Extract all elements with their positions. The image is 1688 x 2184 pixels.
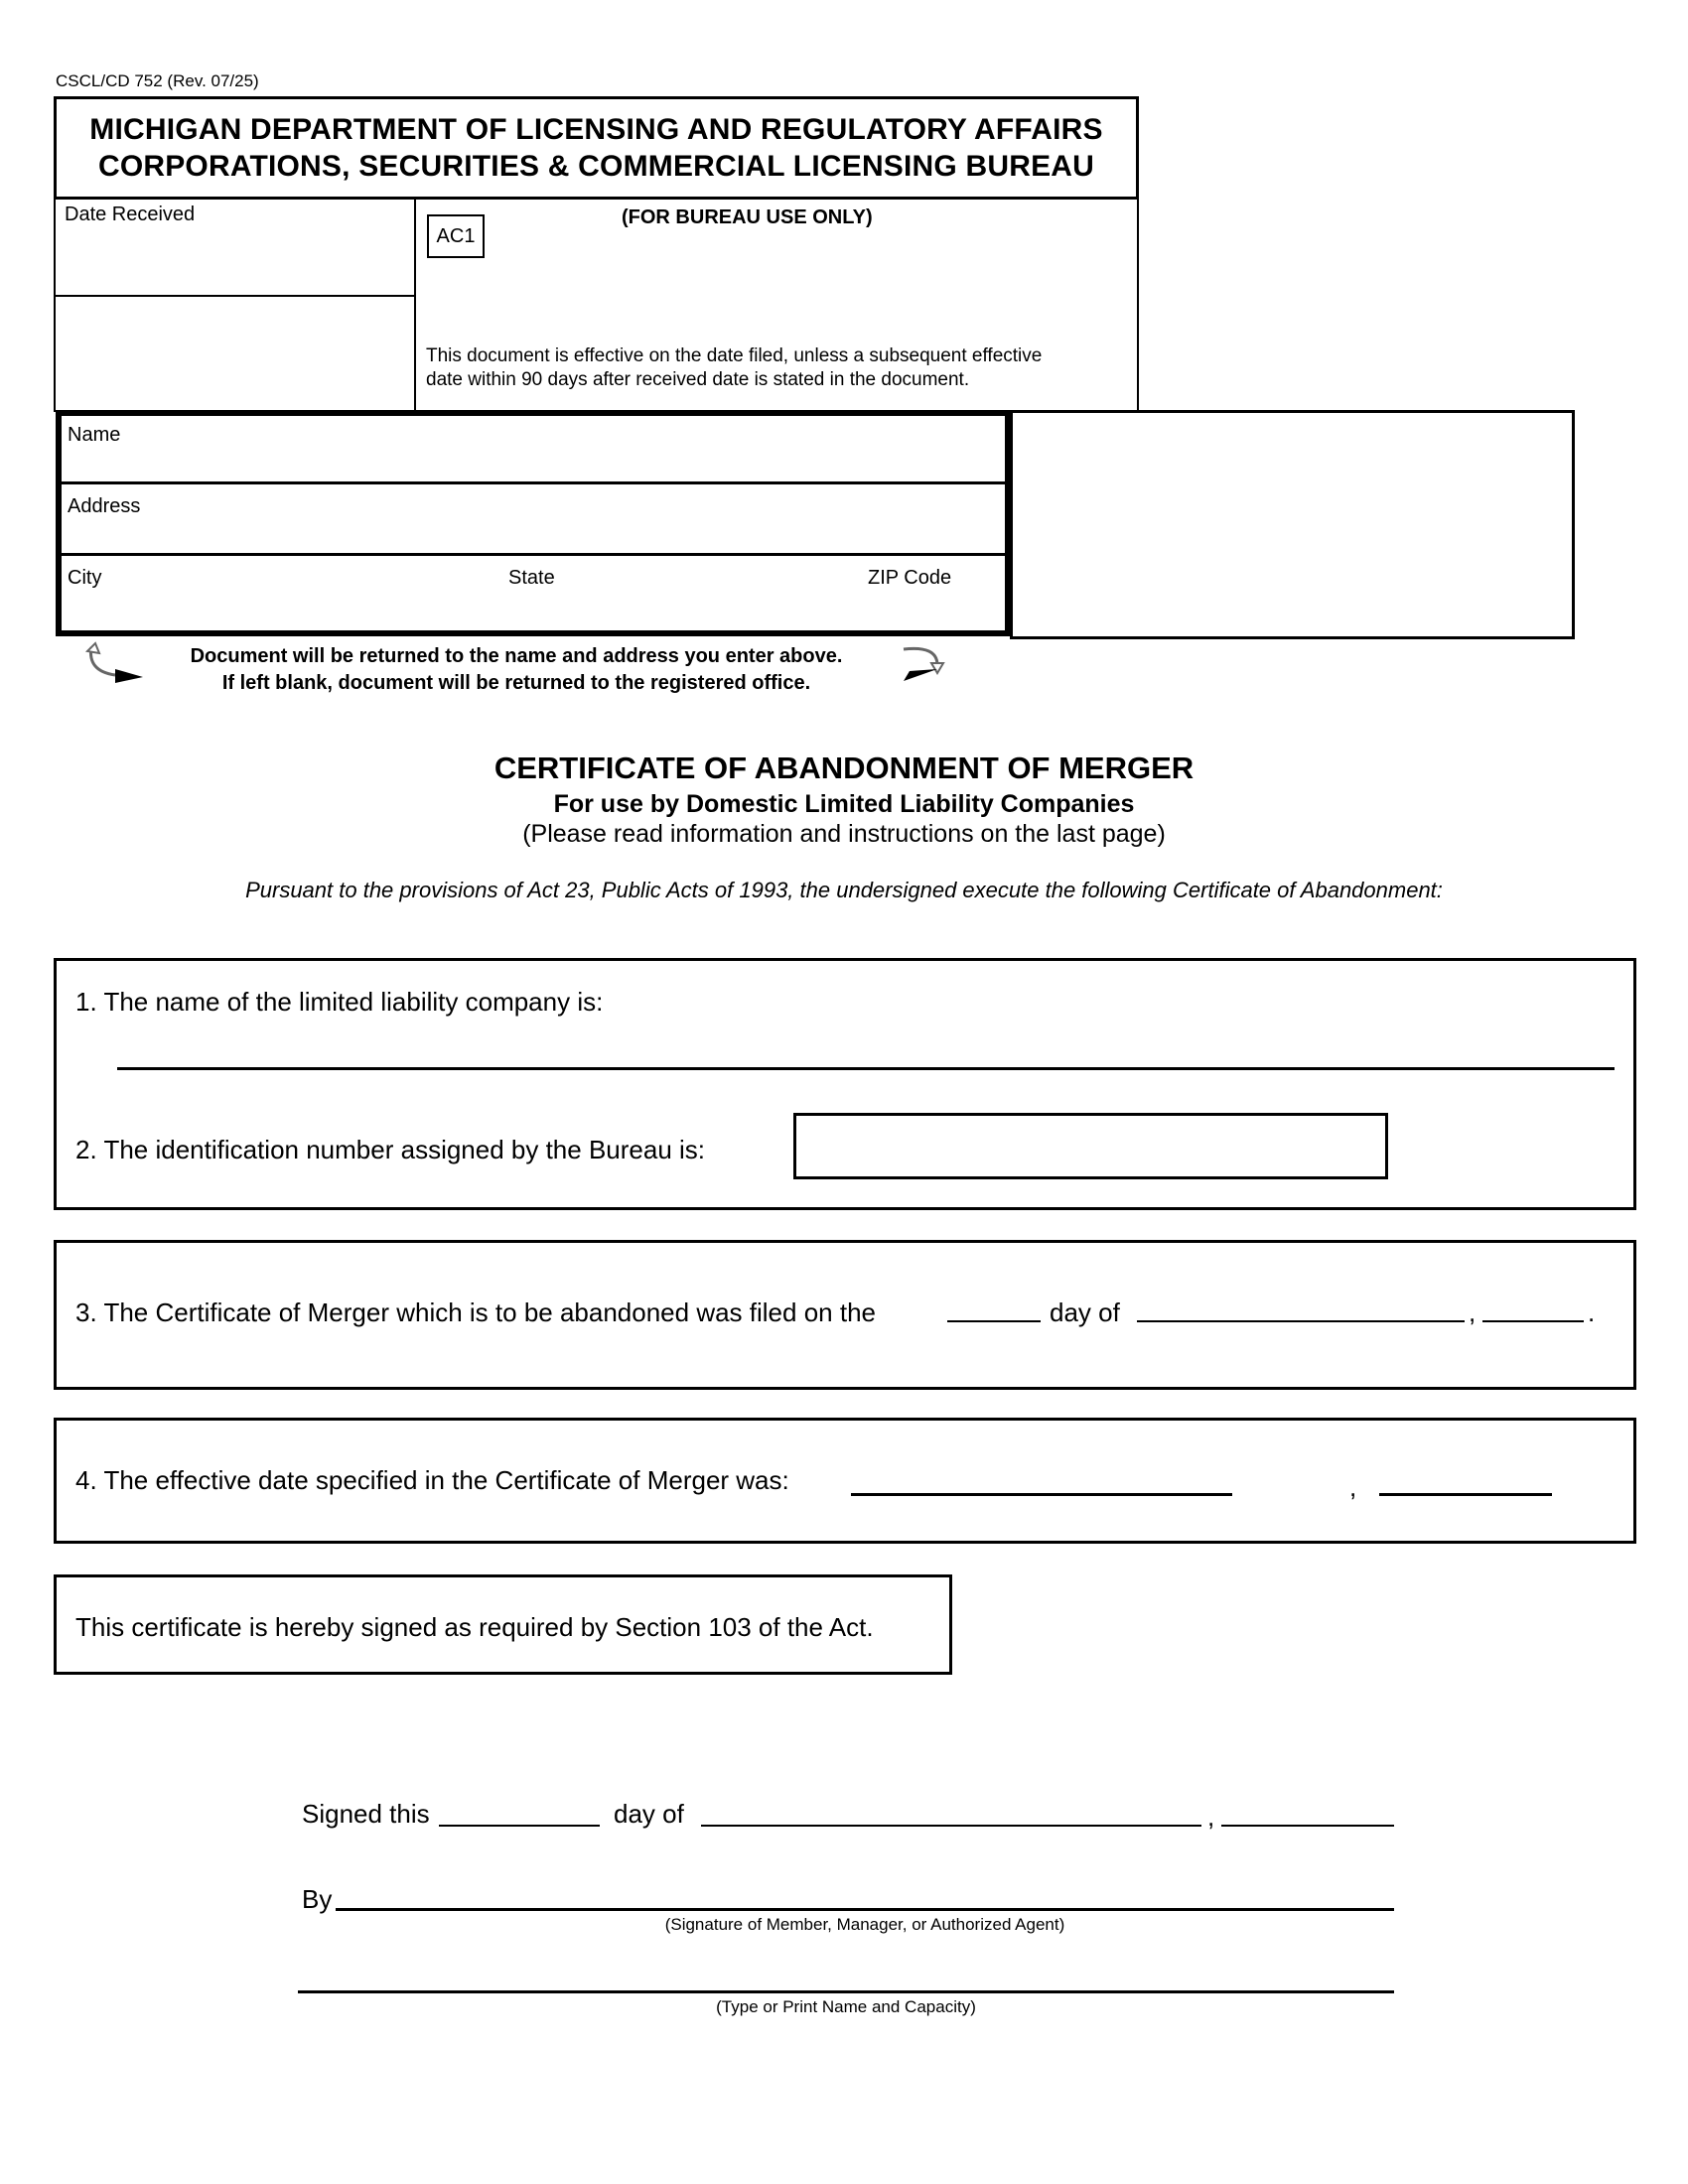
return-notice: Document will be returned to the name and address you enter above. If left blank, document will be returned to the registered office. (190, 645, 843, 694)
by-label: By (302, 1884, 333, 1914)
filed-day-field[interactable] (947, 1320, 1041, 1322)
bureau-name: CORPORATIONS, SECURITIES & COMMERCIAL LICENSING BUREAU (97, 150, 1095, 183)
print-name-caption: (Type or Print Name and Capacity) (716, 1997, 976, 2016)
date-received-label: Date Received (65, 204, 196, 225)
item-1-label: 1. The name of the limited liability company is: (75, 987, 604, 1017)
address-field[interactable] (68, 519, 991, 551)
pursuant-statement: Pursuant to the provisions of Act 23, Public Acts of 1993, the undersigned execute the following Certificate of Abandonment: (245, 878, 1443, 902)
item-3-box: 3. The Certificate of Merger which is to be abandoned was filed on the day of , . (54, 1240, 1636, 1390)
return-address-box (56, 410, 1011, 636)
filed-year-field[interactable] (1482, 1320, 1584, 1322)
item-3-day-of: day of (1050, 1297, 1120, 1327)
document-subtitle: For use by Domestic Limited Liability Companies (553, 790, 1135, 818)
document-title: CERTIFICATE OF ABANDONMENT OF MERGER (493, 751, 1195, 785)
item-4-label: 4. The effective date specified in the Certificate of Merger was: (75, 1465, 789, 1495)
city-label: City (68, 567, 102, 589)
identification-number-field[interactable] (793, 1113, 1388, 1179)
return-arrow-right-icon (898, 641, 945, 685)
bureau-use-label: (FOR BUREAU USE ONLY) (622, 206, 873, 228)
bureau-stamp-box (1010, 410, 1575, 639)
item-3-label: 3. The Certificate of Merger which is to be abandoned was filed on the (75, 1297, 876, 1327)
effective-date-note: This document is effective on the date filed, unless a subsequent effective date within 90 days after received date is stated in the document. (426, 345, 1043, 390)
agency-header (54, 96, 1139, 200)
signature-field[interactable] (336, 1908, 1394, 1911)
items-1-2-box (54, 958, 1636, 1210)
item-4-box: 4. The effective date specified in the Certificate of Merger was: , (54, 1418, 1636, 1544)
signed-month-field[interactable] (701, 1825, 1201, 1827)
signed-statement: This certificate is hereby signed as required by Section 103 of the Act. (75, 1612, 874, 1642)
form-code: CSCL/CD 752 (Rev. 07/25) (56, 71, 259, 90)
instructions-note: (Please read information and instructions on the last page) (522, 820, 1166, 848)
city-state-zip-field[interactable] (68, 591, 991, 622)
signed-this-label: Signed this (302, 1799, 430, 1829)
signed-day-field[interactable] (439, 1825, 600, 1827)
signed-statement-box (54, 1574, 952, 1675)
effective-year-field[interactable] (1379, 1493, 1552, 1496)
signed-day-of-label: day of (614, 1799, 684, 1829)
bureau-use-area (54, 198, 1139, 412)
name-field[interactable] (68, 448, 991, 479)
print-name-field[interactable] (298, 1990, 1394, 1993)
effective-date-field[interactable] (851, 1493, 1232, 1496)
state-label: State (508, 567, 555, 589)
name-label: Name (68, 424, 121, 446)
filed-month-field[interactable] (1137, 1320, 1465, 1322)
zip-label: ZIP Code (868, 567, 952, 589)
date-received-field[interactable] (65, 299, 412, 408)
address-label: Address (68, 495, 141, 517)
signature-caption: (Signature of Member, Manager, or Authorized Agent) (664, 1915, 1065, 1934)
signed-year-field[interactable] (1221, 1825, 1394, 1827)
agency-name: MICHIGAN DEPARTMENT OF LICENSING AND REGULATORY AFFAIRS (89, 113, 1103, 146)
company-name-field[interactable] (117, 1067, 1615, 1070)
item-2-label: 2. The identification number assigned by the Bureau is: (75, 1135, 706, 1164)
ac1-code-box: AC1 (427, 214, 485, 258)
